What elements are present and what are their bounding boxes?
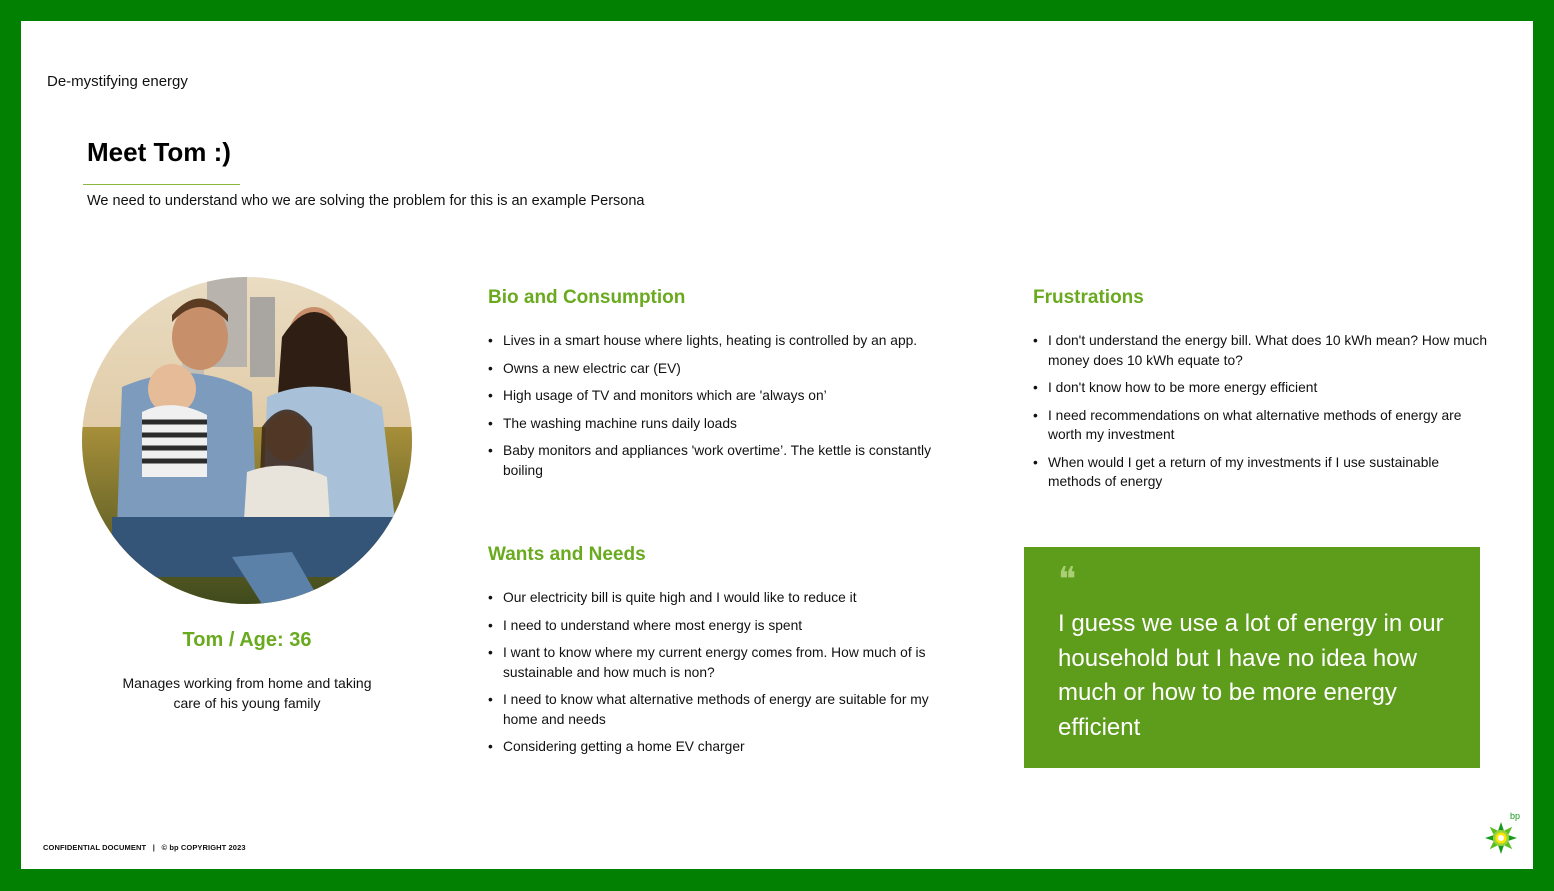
page-title: Meet Tom :): [87, 137, 231, 167]
list-item: • I don't know how to be more energy efficient: [1033, 378, 1493, 398]
quote-text: I guess we use a lot of energy in our household but I have no idea how much or how to be more energy efficient: [1058, 610, 1444, 741]
persona-quote-box: [1024, 547, 1480, 768]
list-item: • I need recommendations on what alternative methods of energy are worth my investment: [1033, 406, 1493, 445]
page-subtitle: We need to understand who we are solving the problem for this is an example Persona: [87, 193, 645, 209]
list-item: • Lives in a smart house where lights, heating is controlled by an app.: [488, 331, 948, 351]
bio-section: [488, 287, 948, 488]
title-underline: [83, 184, 240, 185]
frustrations-section: [1033, 287, 1493, 500]
frustrations-heading: Frustrations: [1033, 287, 1144, 308]
list-item: • Considering getting a home EV charger: [488, 737, 948, 757]
slide: [21, 21, 1533, 869]
list-item: • The washing machine runs daily loads: [488, 414, 948, 434]
family-photo-illustration: [82, 277, 412, 604]
list-item: • I need to know what alternative methods of energy are suitable for my home and needs: [488, 690, 948, 729]
list-item: • High usage of TV and monitors which are 'always on’: [488, 386, 948, 406]
bp-helios-icon: [1483, 821, 1519, 855]
bio-heading: Bio and Consumption: [488, 287, 686, 308]
list-item: • I need to understand where most energy is spent: [488, 616, 948, 636]
wants-list: [488, 588, 948, 757]
list-item: • Owns a new electric car (EV): [488, 359, 948, 379]
persona-description: Manages working from home and taking care of his young family: [122, 675, 372, 711]
bp-logo: [1481, 811, 1521, 855]
persona-photo: [82, 277, 412, 604]
bp-logo-text: bp: [1509, 811, 1520, 821]
list-item: • Baby monitors and appliances 'work overtime’. The kettle is constantly boiling: [488, 441, 948, 480]
frustrations-list: [1033, 331, 1493, 492]
bio-list: [488, 331, 948, 480]
wants-heading: Wants and Needs: [488, 544, 646, 565]
wants-section: [488, 544, 948, 765]
footer-confidential: CONFIDENTIAL DOCUMENT | © bp COPYRIGHT 2023: [43, 843, 246, 852]
quote-icon: ❝: [1058, 560, 1077, 600]
persona-name: Tom / Age: 36: [182, 629, 312, 651]
list-item: • I don't understand the energy bill. What does 10 kWh mean? How much money does 10 kWh equate to?: [1033, 331, 1493, 370]
section-label: De-mystifying energy: [47, 73, 188, 90]
list-item: • I want to know where my current energy comes from. How much of is sustainable and how much is non?: [488, 643, 948, 682]
list-item: • When would I get a return of my investments if I use sustainable methods of energy: [1033, 453, 1493, 492]
list-item: • Our electricity bill is quite high and I would like to reduce it: [488, 588, 948, 608]
